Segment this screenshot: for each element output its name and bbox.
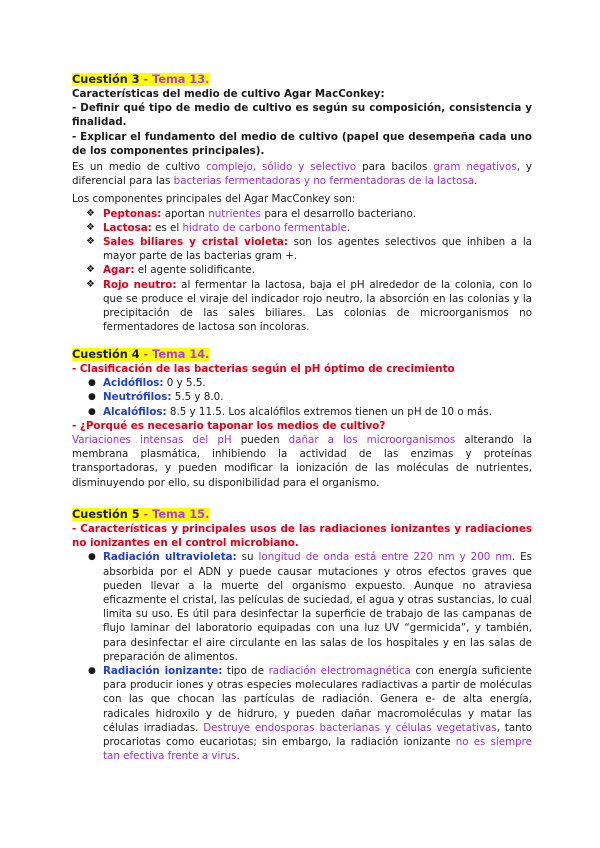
heading-highlight: Cuestión 4 - Tema 14. <box>72 348 210 361</box>
section-cuestion-5 <box>72 507 532 763</box>
section-heading <box>72 347 532 362</box>
list-item: ❖ Lactosa: es el hidrato de carbono fermentable. <box>86 221 532 235</box>
components-list <box>72 207 532 335</box>
list-item: ● Alcalófilos: 8.5 y 11.5. Los alcalófilos extremos tienen un pH de 10 o más. <box>88 405 532 419</box>
heading-label: Cuestión 3 <box>72 73 140 86</box>
answer-paragraph: Variaciones intensas del pH pueden dañar a los microorganismos alterando la membrana plasmática, inhibiendo la actividad de las enzimas y proteínas transportadoras, y pueden modificar la ionización de las moléculas de nutrientes, disminuyendo por ello, su disponibilidad para el organismo. <box>72 434 532 489</box>
question-item: - Explicar el fundamento del medio de cultivo (papel que desempeña cada uno de los componentes principales). <box>72 130 532 157</box>
section-cuestion-3 <box>72 72 532 334</box>
question-item: - ¿Porqué es necesario taponar los medios de cultivo? <box>72 419 386 432</box>
components-intro: Los componentes principales del Agar MacConkey son: <box>72 193 356 206</box>
heading-tema: Tema 15. <box>152 508 210 521</box>
heading-tema: Tema 14. <box>152 348 210 361</box>
list-item: ● Radiación ultravioleta: su longitud de onda está entre 220 nm y 200 nm. Es absorbida por el ADN y puede causar mutaciones y otros efectos graves que pueden llevar a la muerte del organismo expuesto. Aunque no atraviesa eficazmente el cristal, las películas de suciedad, el agua y otras sustancias, lo cual limita su uso. Es útil para desinfectar la superficie de trabajo de las campanas de flujo laminar del laboratorio equipadas con una luz UV “germicida”, y también, para desinfectar el aire circulante en las salas de los hospitales y en las salas de preparación de alimentos. <box>88 550 532 664</box>
heading-highlight <box>72 73 209 86</box>
list-item: ❖ Agar: el agente solidificante. <box>86 263 532 277</box>
list-item: ● Neutrófilos: 5.5 y 8.0. <box>88 390 532 404</box>
question-item: - Características y principales usos de las radiaciones ionizantes y radiaciones no ionizantes en el control microbiano. <box>72 523 532 550</box>
list-item: ❖ Sales biliares y cristal violeta: son los agentes selectivos que inhiben a la mayor parte de las bacterias gram +. <box>86 235 532 263</box>
heading-label: Cuestión 5 <box>72 508 140 521</box>
question-title: Características del medio de cultivo Agar MacConkey: <box>72 88 385 100</box>
section-cuestion-4 <box>72 347 532 490</box>
section-heading <box>72 507 532 522</box>
highlight-term: bacterias fermentadoras y no fermentadoras de la lactosa <box>173 175 475 188</box>
list-item: ● Radiación ionizante: tipo de radiación electromagnética con energía suficiente para producir iones y otras especies moleculares radiactivas a partir de moléculas con las que chocan las partículas de radiación. Genera e- de alta energía, radicales hidroxilo y de hidruro, y pueden dañar macromoléculas y matar las células irradiadas. Destruye endosporas bacterianas y células vegetativas, tanto procariotas como eucariotas; sin embargo, la radiación ionizante no es siempre tan efectiva frente a virus. <box>88 664 532 763</box>
question-item: - Definir qué tipo de medio de cultivo es según su composición, consistencia y finalidad. <box>72 102 532 129</box>
list-item: ● Acidófilos: 0 y 5.5. <box>88 376 532 390</box>
list-item: ❖ Rojo neutro: al fermentar la lactosa, baja el pH alrededor de la colonia, con lo que se produce el viraje del indicador rojo neutro, la absorción en las colonias y la precipitación de las sales biliares. Las colonias de microorganismos no fermentadores de lactosa son incoloras. <box>86 278 532 335</box>
heading-tema: Tema 13. <box>152 73 210 86</box>
heading-highlight: Cuestión 5 - Tema 15. <box>72 508 210 521</box>
highlight-term: gram negativos <box>433 161 517 174</box>
highlight-term: complejo, sólido y selectivo <box>205 161 357 174</box>
list-item: ❖ Peptonas: aportan nutrientes para el desarrollo bacteriano. <box>86 207 532 221</box>
intro-paragraph: Es un medio de cultivo complejo, sólido y selectivo para bacilos gram negativos, y diferencial para las bacterias fermentadoras y no fermentadoras de la lactosa. <box>72 161 533 188</box>
ph-list <box>72 376 532 419</box>
question-item: - Clasificación de las bacterias según el pH óptimo de crecimiento <box>72 363 455 375</box>
heading-dash: - <box>139 73 153 86</box>
heading-label: Cuestión 4 <box>72 348 140 361</box>
radiation-list <box>72 550 532 763</box>
section-heading <box>72 72 532 87</box>
